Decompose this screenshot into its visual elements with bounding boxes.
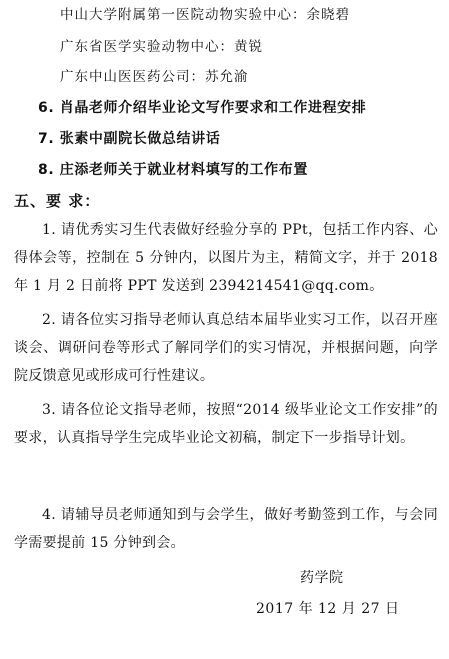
attendee-line: 中山大学附属第一医院动物实验中心：余晓碧 — [60, 7, 350, 23]
agenda-item: 7. 张素中副院长做总结讲话 — [38, 131, 221, 147]
agenda-item: 6. 肖晶老师介绍毕业论文写作要求和工作进程安排 — [38, 100, 367, 116]
requirement-paragraph: 4. 请辅导员老师通知到与会学生，做好考勤签到工作，与会同学需要提前 15 分钟到会。 — [14, 507, 438, 551]
requirement-paragraph: 3. 请各位论文指导老师，按照“2014 级毕业论文工作安排”的要求，认真指导学生完成毕业论文初稿，制定下一步指导计划。 — [14, 402, 438, 446]
requirement-paragraph: 1. 请优秀实习生代表做好经验分享的 PPt，包括工作内容、心得体会等，控制在 5 分钟内，以图片为主，精简文字，并于 2018 年 1 月 2 日前将 PPT 发送到 2394214541@qq.com。 — [14, 222, 438, 294]
attendee-line: 广东中山医医药公司：苏允渝 — [60, 69, 249, 85]
requirement-paragraph: 2. 请各位实习指导老师认真总结本届毕业实习工作，以召开座谈会、调研问卷等形式了解同学们的实习情况，并根据问题，向学院反馈意见或形成可行性建议。 — [14, 312, 438, 384]
signature-org: 药学院 — [300, 570, 344, 586]
section-heading: 五、要 求： — [14, 192, 101, 210]
agenda-item: 8. 庄添老师关于就业材料填写的工作布置 — [38, 162, 308, 178]
attendee-line: 广东省医学实验动物中心：黄锐 — [60, 39, 263, 55]
signature-date: 2017 年 12 月 27 日 — [256, 601, 400, 617]
